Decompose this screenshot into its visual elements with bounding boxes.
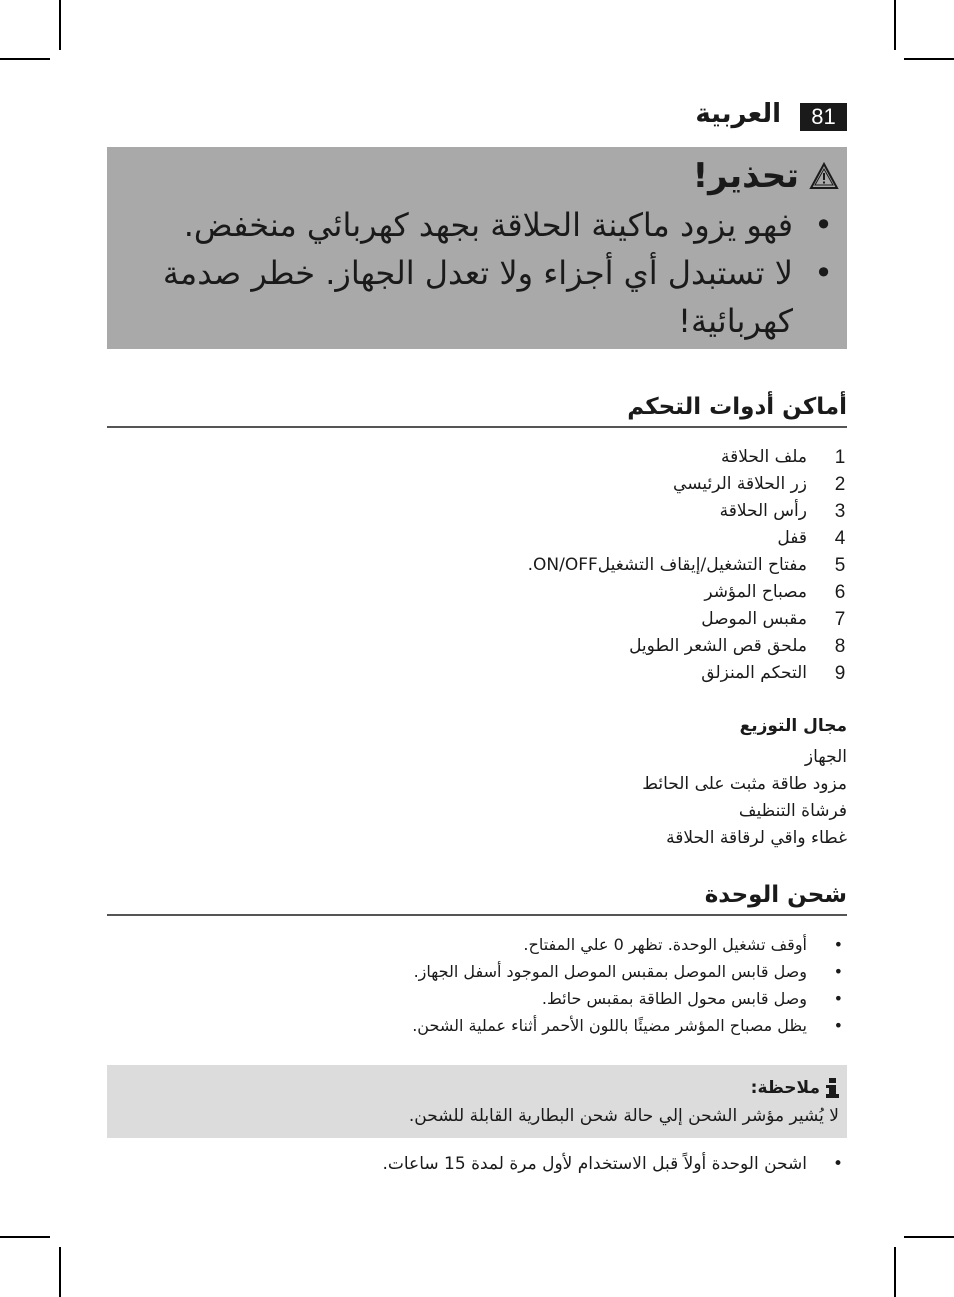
item-number: 9: [834, 663, 846, 684]
crop-mark: [894, 1247, 896, 1297]
crop-mark: [59, 1247, 61, 1297]
item-label: مصباح المؤشر: [704, 582, 807, 602]
supply-item: مزود طاقة مثبت على الحائط: [642, 774, 847, 794]
list-item: [107, 498, 847, 525]
info-icon: [826, 1078, 839, 1098]
crop-mark: [904, 58, 954, 60]
language-label: العربية: [695, 99, 781, 129]
list-item: [107, 444, 847, 471]
item-label: ملحق قص الشعر الطويل: [629, 636, 807, 656]
item-number: 2: [834, 474, 846, 495]
list-item: [107, 606, 847, 633]
warning-title: [117, 151, 839, 201]
charging-bullet: • أوقف تشغيل الوحدة. تظهر 0 علي المفتاح.: [107, 931, 847, 958]
list-item: [107, 633, 847, 660]
controls-heading-block: [107, 394, 847, 428]
item-number: 1: [834, 447, 846, 468]
list-item: [107, 471, 847, 498]
note-title: [115, 1075, 839, 1101]
supply-item: غطاء واقي لرقاقة الحلاقة: [666, 828, 847, 848]
item-number: 7: [834, 609, 846, 630]
item-label: زر الحلاقة الرئيسي: [673, 474, 807, 494]
charging-heading: شحن الوحدة: [704, 882, 847, 908]
supply-section: [107, 712, 847, 852]
charging-heading-block: [107, 882, 847, 916]
crop-mark: [904, 1236, 954, 1238]
item-number: 3: [834, 501, 846, 522]
final-list: [107, 1151, 847, 1178]
crop-mark: [0, 58, 50, 60]
charging-bullet: • وصل قابس محول الطاقة بمقبس حائط.: [107, 985, 847, 1012]
crop-mark: [894, 0, 896, 50]
item-number: 4: [834, 528, 846, 549]
note-box: [107, 1065, 847, 1138]
charging-list: [107, 931, 847, 1039]
warning-list: [117, 201, 839, 345]
item-label: قفل: [777, 528, 807, 548]
item-number: 6: [834, 582, 846, 603]
crop-mark: [0, 1236, 50, 1238]
warning-bullet: • فهو يزود ماكينة الحلاقة بجهد كهربائي منخفض.: [117, 201, 839, 249]
note-title-text: ملاحظة:: [750, 1078, 820, 1098]
charging-bullet: • وصل قابس الموصل بمقبس الموصل الموجود أسفل الجهاز.: [107, 958, 847, 985]
warning-title-text: تحذير!: [692, 156, 799, 196]
item-label: رأس الحلاقة: [719, 501, 807, 521]
list-item: [107, 552, 847, 579]
item-label: مفتاح التشغيل/إيقاف التشغيلON/OFF.: [527, 555, 807, 575]
charging-bullet: • يظل مصباح المؤشر مضيئًا باللون الأحمر أثناء عملية الشحن.: [107, 1012, 847, 1039]
list-item: [107, 579, 847, 606]
supply-item: الجهاز: [804, 747, 847, 767]
page-header: [107, 99, 847, 133]
warning-icon: [809, 162, 839, 190]
note-text: لا يُشير مؤشر الشحن إلي حالة شحن البطارية القابلة للشحن.: [408, 1106, 839, 1126]
list-item: [107, 660, 847, 687]
item-label: ملف الحلاقة: [721, 447, 807, 467]
controls-heading: أماكن أدوات التحكم: [627, 394, 847, 420]
item-label: مقبس الموصل: [701, 609, 807, 629]
warning-box: [107, 147, 847, 349]
supply-item: فرشاة التنظيف: [738, 801, 847, 821]
item-number: 8: [834, 636, 846, 657]
item-label: التحكم المنزلق: [701, 663, 807, 683]
crop-mark: [59, 0, 61, 50]
final-bullet: • اشحن الوحدة أولاً قبل الاستخدام لأول مرة لمدة 15 ساعات.: [107, 1151, 847, 1178]
controls-list: [107, 444, 847, 687]
warning-bullet: • لا تستبدل أي أجزاء ولا تعدل الجهاز. خطر صدمة كهربائية!: [117, 249, 839, 345]
list-item: [107, 525, 847, 552]
item-number: 5: [834, 555, 846, 576]
supply-heading: مجال التوزيع: [739, 716, 847, 736]
page-number: 81: [800, 103, 847, 131]
